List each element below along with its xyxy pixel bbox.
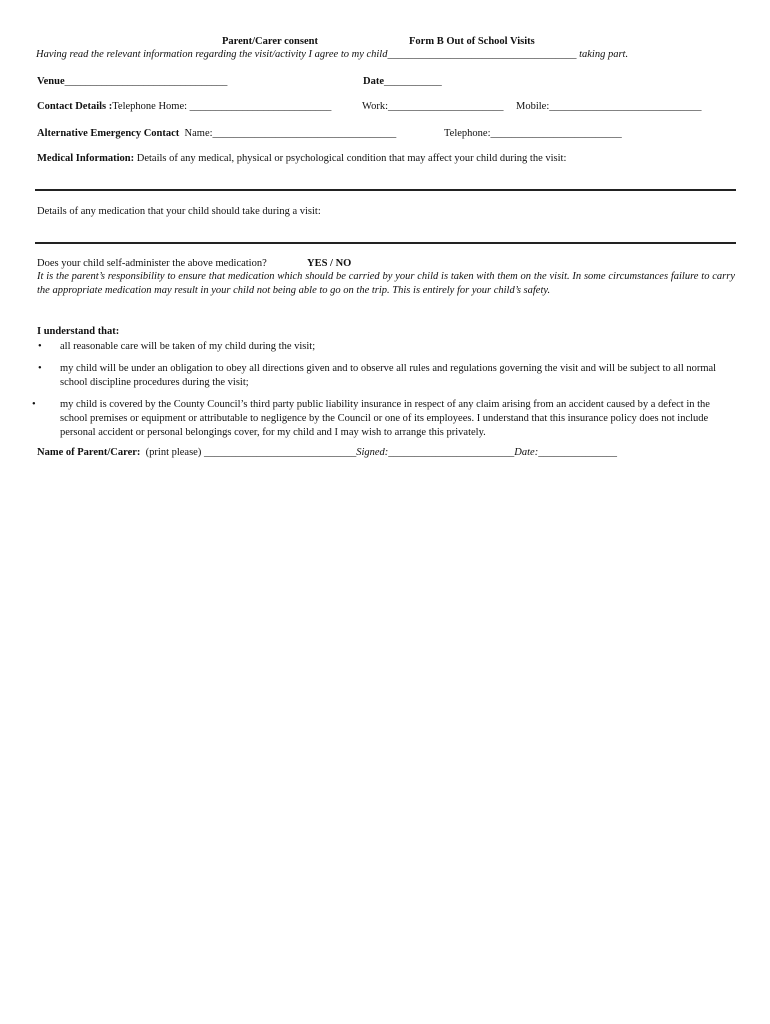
alternative-contact-row <box>37 127 396 140</box>
parent-name-label: Name of Parent/Carer: <box>37 447 141 458</box>
self-administer-question: Does your child self-administer the above medication? <box>37 258 267 269</box>
bullet-3: • <box>32 399 36 410</box>
alternative-name-field[interactable]: Name:___________________________________ <box>184 128 397 139</box>
venue-label: Venue <box>37 76 65 87</box>
alternative-contact-label: Alternative Emergency Contact <box>37 128 180 139</box>
alternative-telephone-field[interactable]: Telephone:_________________________ <box>444 128 622 139</box>
medication-responsibility-note: It is the parent’s responsibility to ensure that medication which should be carried by your child is taken with them on the visit. In some circumstances failure to carry the appropriate medication may result in your child not being able to go on the trip. This is entirely for your child’s safety. <box>37 271 735 296</box>
signature-row <box>37 446 617 459</box>
medical-answer-line[interactable] <box>35 189 736 191</box>
signature-date-field[interactable]: Date:_______________ <box>514 447 617 458</box>
understand-item-3: my child is covered by the County Council’s third party public liability insurance in respect of any claim arising from an accident caused by a defect in the school premises or equipment or attributable to negligence by the Council or one of its employees. I understand that this insurance policy does not include personal accident or personal belongings cover, for my child and I may wish to arrange this privately. <box>60 399 710 438</box>
bullet-1: • <box>38 341 42 352</box>
mobile-phone-field[interactable]: Mobile:_____________________________ <box>516 101 702 112</box>
contact-details-row <box>37 100 331 113</box>
understand-item-2: my child will be under an obligation to obey all directions given and to observe all rules and regulations governing the visit and will be subject to all normal school discipline procedures during the visit; <box>60 363 717 388</box>
venue-blank: _______________________________ <box>64 76 228 87</box>
venue-field[interactable] <box>37 75 227 88</box>
medical-information-text: Details of any medical, physical or psychological condition that may affect your child during the visit: <box>136 153 567 164</box>
bullet-2: • <box>38 363 42 374</box>
medication-details-text: Details of any medication that your child should take during a visit: <box>37 206 321 217</box>
date-blank: ___________ <box>384 76 442 87</box>
signed-field[interactable]: Signed:________________________ <box>356 447 515 458</box>
medical-information-label: Medical Information: <box>37 153 135 164</box>
work-phone-field[interactable]: Work:______________________ <box>362 101 504 112</box>
understand-item-1: all reasonable care will be taken of my child during the visit; <box>60 341 316 352</box>
yes-no-choice[interactable]: YES / NO <box>307 258 352 269</box>
medical-information-row <box>37 152 566 165</box>
form-title-left: Parent/Carer consent <box>222 36 318 47</box>
date-label: Date <box>363 76 384 87</box>
date-field[interactable] <box>363 75 442 88</box>
understand-heading: I understand that: <box>37 326 120 337</box>
telephone-home-field[interactable]: Telephone Home: ___________________________ <box>112 101 332 112</box>
consent-statement: Having read the relevant information regarding the visit/activity I agree to my child____________________________________ taking part. <box>36 49 629 60</box>
medication-answer-line[interactable] <box>35 242 736 244</box>
form-title-right: Form B Out of School Visits <box>409 36 535 47</box>
parent-name-field[interactable]: (print please) _____________________________ <box>145 447 357 458</box>
contact-details-label: Contact Details : <box>37 101 113 112</box>
